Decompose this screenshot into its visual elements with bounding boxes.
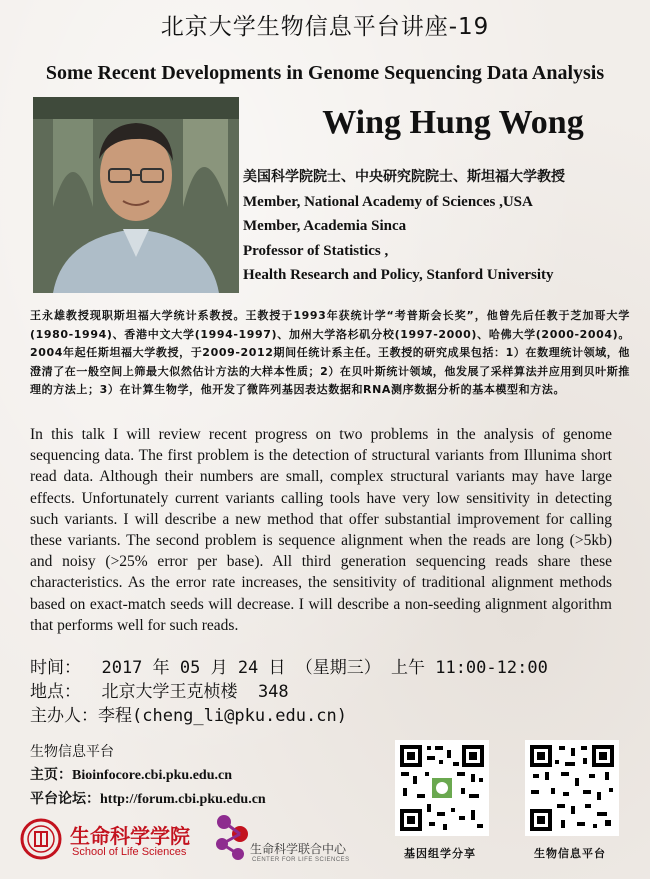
speaker-photo [33,97,239,293]
platform-forum: 平台论坛：http://forum.cbi.pku.edu.cn [30,792,266,807]
credential-line: 美国科学院院士、中央研究院院士、斯坦福大学教授 [243,169,565,185]
pku-seal-logo [20,818,62,860]
event-info [30,656,630,728]
event-place: 地点： 北京大学王克桢楼 348 [30,682,289,702]
speaker-name: Wing Hung Wong [322,104,584,141]
series-title: 北京大学生物信息平台讲座-19 [160,14,490,40]
qr-label-genomics: 基因组学分享 [404,847,476,860]
pku-school-name-en: School of Life Sciences [72,846,187,858]
credential-line: Health Research and Policy, Stanford University [243,267,554,283]
platform-info [30,740,390,812]
platform-name: 生物信息平台 [30,744,114,760]
qr-code-genomics [395,740,489,836]
event-time: 时间： 2017 年 05 月 24 日 （星期三） 上午 11:00-12:00 [30,658,548,678]
credential-line: Professor of Statistics , [243,242,389,259]
qr-code-bioinfo-platform [525,740,619,836]
speaker-credentials [243,165,643,288]
credential-line: Member, National Academy of Sciences ,USA [243,193,533,210]
credential-line: Member, Academia Sinca [243,218,407,234]
cls-name-cn: 生命科学联合中心 [250,842,347,856]
talk-title: Some Recent Developments in Genome Sequencing Data Analysis [45,62,605,84]
cls-name-en: CENTER FOR LIFE SCIENCES [252,857,350,863]
speaker-bio-cn: 王永雄教授现职斯坦福大学统计系教授。王教授于1993年获统计学“考普斯会长奖”，他曾先后任教于芝加哥大学(1980-1994)、香港中文大学(1994-1997)、加州大学洛杉矶分校(1997-2000)、哈佛大学(2000-2004)。2004年起任斯坦福大学教授，于2009-2012期间任统计系主任。王教授的研究成果包括：1）在数理统计领域，他澄清了在一般空间上筛最大似然估计方法的大样本性质；2）在贝叶斯统计领域，他发展了采样算法并应用到贝叶斯推理的方法上；3）在计算生物学，他开发了微阵列基因表达数据和RNA测序数据分析的基本模型和方法。 [30,309,630,396]
platform-homepage: 主页：Bioinfocore.cbi.pku.edu.cn [30,768,232,783]
cls-molecule-logo [210,812,254,862]
talk-abstract: In this talk I will review recent progress on two problems in the analysis of genome sequencing data. The first problem is the detection of structural variants from Illunima short read data. Although their numbers are small, complex structural variants may have large effects. Unfortunately current variants calling tools have very low sensitivity in detecting such variants. I will describe a new method that offer substantial improvement for calling these variants. The second problem is sequence alignment when the reads are long (>5kb) and noisy (>25% error per base). All third generation sequencing reads share these characteristics. As the error rate increases, the sensitivity of traditional alignment methods based on exact-match seeds will decrease. I will describe a non-seeding alignment algorithm that performs well for such reads. [30,426,612,634]
pku-school-name-cn: 生命科学学院 [70,824,190,848]
event-host: 主办人：李程(cheng_li@pku.edu.cn) [30,706,347,726]
qr-label-bioinfo-platform: 生物信息平台 [534,847,606,860]
